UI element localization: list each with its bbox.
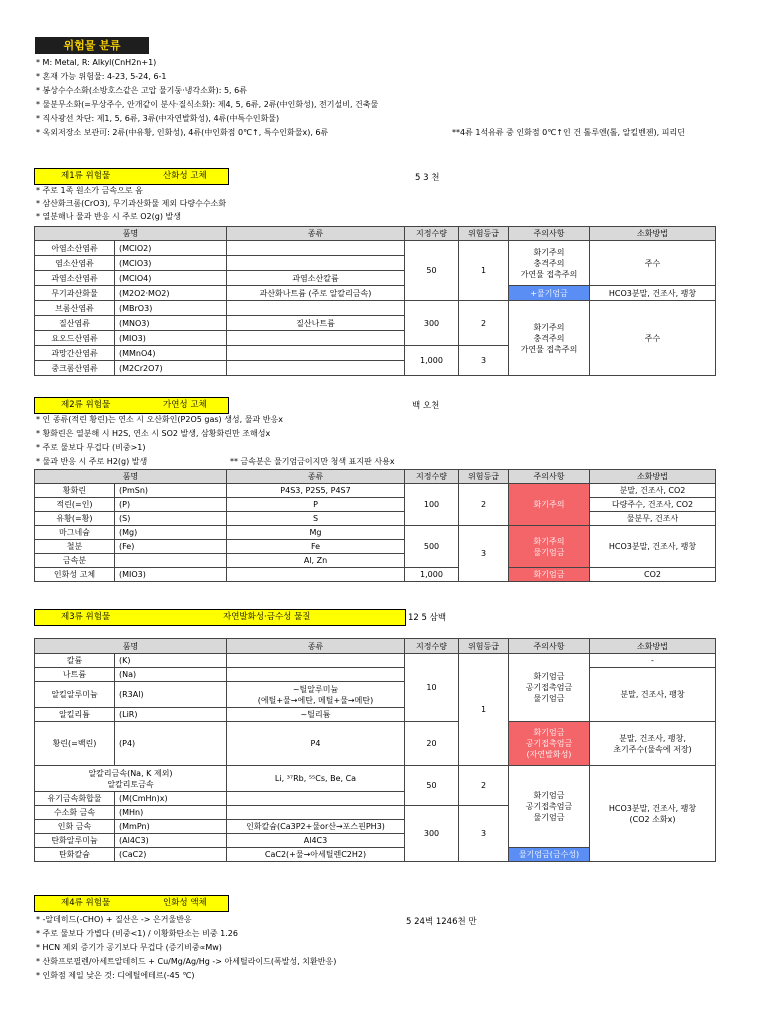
item-grade: 3 [459, 346, 509, 376]
table-row [35, 722, 716, 766]
item-kind: Li, ³⁷Rb, ⁵⁵Cs, Be, Ca [227, 766, 405, 792]
item-caution: +물기엄금 [509, 286, 590, 301]
header-caution: 주의사항 [509, 639, 590, 654]
item-extinguish: 분말, 건조사, 팽창 [590, 668, 716, 722]
note-line: * 물과 반응 시 주로 H2(g) 발생 [36, 457, 148, 466]
item-name: 중크롬산염류 [35, 361, 115, 376]
item-kind [227, 361, 405, 376]
item-name: 브롬산염류 [35, 301, 115, 316]
section-label: 제2류 위험물 [61, 400, 111, 410]
item-grade: 3 [459, 526, 509, 582]
item-name: 염소산염류 [35, 256, 115, 271]
item-kind [227, 241, 405, 256]
section-name: 산화성 고체 [163, 171, 207, 181]
item-name: 칼륨 [35, 654, 115, 668]
item-formula: (M(CmHn)x) [115, 792, 227, 806]
note-line: * 물분무소화(=무상주수, 안개같이 분사·질식소화): 제4, 5, 6류, 2류(中인화성), 전기설비, 건축물 [36, 100, 379, 109]
header-kind: 종류 [227, 639, 405, 654]
item-name: 질산염류 [35, 316, 115, 331]
section-mnemonic: 5 3 천 [415, 173, 440, 183]
table-row [35, 526, 716, 540]
section-2-header [34, 397, 229, 414]
item-extinguish: 주수 [590, 241, 716, 286]
item-kind [227, 806, 405, 820]
item-kind: ~틸리튬 [227, 708, 405, 722]
note-line: * -알데히드(-CHO) + 질산은 -> 은거울반응 [36, 915, 192, 924]
header-grade: 위험등급 [459, 639, 509, 654]
header-caution: 주의사항 [509, 227, 590, 241]
item-formula: (P4) [115, 722, 227, 766]
item-formula: (MMnO4) [115, 346, 227, 361]
note-line: * 봉상수수소화(소방호스같은 고압 물기둥·냉각소화): 5, 6류 [36, 86, 247, 95]
item-name: 아염소산염류 [35, 241, 115, 256]
item-extinguish: HCO3분말, 건조사, 팽창 [590, 526, 716, 568]
item-kind [227, 668, 405, 682]
item-grade: 2 [459, 484, 509, 526]
header-qty: 지정수량 [405, 470, 459, 484]
table-row [35, 301, 716, 316]
section-1-header [34, 168, 229, 185]
section-mnemonic: 5 24벽 1246천 만 [406, 917, 477, 927]
section-label: 제4류 위험물 [61, 898, 111, 908]
item-caution: 화기주의 충격주의 가연물 접촉주의 [509, 301, 590, 376]
section-label: 제3류 위험물 [61, 612, 111, 622]
note-line: * 혼재 가능 위험물: 4-23, 5-24, 6-1 [36, 72, 167, 81]
header-kind: 종류 [227, 227, 405, 241]
section-3-header [34, 609, 406, 626]
item-caution: 물기엄금(금수성) [509, 848, 590, 862]
section-name: 자연발화성·금수성 물질 [223, 612, 311, 622]
section-name: 인화성 액체 [163, 898, 207, 908]
item-formula: (M2O2·MO2) [115, 286, 227, 301]
section-4-header [34, 895, 229, 912]
item-extinguish: 분말, 건조사, CO2 [590, 484, 716, 498]
note-line: * 옥외저장소 보관可: 2류(中유황, 인화성), 4류(中인화점 0℃↑, 특수인화물x), 6류 [36, 128, 329, 137]
table-row [35, 766, 716, 792]
item-name: 수소화 금속 [35, 806, 115, 820]
item-caution: 화기주의 [509, 484, 590, 526]
item-name: 유기금속화합물 [35, 792, 115, 806]
item-qty: 10 [405, 654, 459, 722]
item-kind: 과산화나트륨 (주로 알칼리금속) [227, 286, 405, 301]
note-line: * 삼산화크롬(CrO3), 무기과산화물 제외 다량수수소화 [36, 199, 227, 208]
item-formula: (Mg) [115, 526, 227, 540]
item-name: 금속분 [35, 554, 115, 568]
item-formula: (MIO3) [115, 568, 227, 582]
page-title: 위험물 분류 [35, 37, 149, 54]
item-extinguish: 주수 [590, 301, 716, 376]
item-formula: (MClO3) [115, 256, 227, 271]
item-formula: (PmSn) [115, 484, 227, 498]
item-kind: S [227, 512, 405, 526]
item-formula: (CaC2) [115, 848, 227, 862]
item-grade: 2 [459, 301, 509, 346]
item-extinguish: HCO3분말, 건조사, 팽창 [590, 286, 716, 301]
item-name: 요오드산염류 [35, 331, 115, 346]
item-qty: 1,000 [405, 568, 459, 582]
item-kind: 질산나트륨 [227, 316, 405, 331]
header-qty: 지정수량 [405, 227, 459, 241]
header-extinguish: 소화방법 [590, 639, 716, 654]
item-qty: 20 [405, 722, 459, 766]
item-grade: 2 [459, 766, 509, 806]
item-kind [227, 792, 405, 806]
header-qty: 지정수량 [405, 639, 459, 654]
section-label: 제1류 위험물 [61, 171, 111, 181]
header-kind: 종류 [227, 470, 405, 484]
item-formula: (M2Cr2O7) [115, 361, 227, 376]
note-line: * 주로 물보다 무겁다 (비중>1) [36, 443, 146, 452]
item-grade: 1 [459, 654, 509, 766]
item-kind [227, 331, 405, 346]
item-kind: P4S3, P2S5, P4S7 [227, 484, 405, 498]
header-grade: 위험등급 [459, 227, 509, 241]
class-1-table [34, 226, 716, 376]
section-mnemonic: 백 오천 [412, 401, 440, 411]
table-row [35, 484, 716, 498]
header-extinguish: 소화방법 [590, 470, 716, 484]
note-line: * HCN 제외 증기가 공기보다 무겁다 (증기비중∝Mw) [36, 943, 222, 952]
section-mnemonic: 12 5 삼백 [408, 613, 447, 623]
item-qty: 50 [405, 766, 459, 806]
item-formula: (P) [115, 498, 227, 512]
note-line: * 직사광선 차단: 제1, 5, 6류, 3류(中자연발화성), 4류(中특수인화물) [36, 114, 280, 123]
header-item: 품명 [35, 470, 227, 484]
item-kind: 과염소산칼륨 [227, 271, 405, 286]
item-caution: 화기엄금 공기접촉엄금 물기엄금 [509, 654, 590, 722]
item-name: 과염소산염류 [35, 271, 115, 286]
item-qty: 50 [405, 241, 459, 301]
item-name: 탄화알루미늄 [35, 834, 115, 848]
table-row [35, 512, 716, 526]
item-caution: 화기엄금 공기접촉엄금 물기엄금 [509, 766, 590, 848]
item-extinguish: - [590, 654, 716, 668]
item-formula: (MIO3) [115, 331, 227, 346]
item-name: 나트륨 [35, 668, 115, 682]
class-2-table [34, 469, 716, 582]
header-grade: 위험등급 [459, 470, 509, 484]
item-formula: (MClO4) [115, 271, 227, 286]
item-formula [115, 554, 227, 568]
item-name: 알칼리금속(Na, K 제외) 알칼리토금속 [35, 766, 227, 792]
item-qty: 1,000 [405, 346, 459, 376]
note-line: * 주로 1족 원소가 금속으로 옴 [36, 186, 143, 195]
note-line: * 인화점 제일 낮은 것: 디에틸에테르(-45 ℃) [36, 971, 195, 980]
item-name: 황화린 [35, 484, 115, 498]
item-name: 알킬알루미늄 [35, 682, 115, 708]
item-formula: (R3Al) [115, 682, 227, 708]
header-caution: 주의사항 [509, 470, 590, 484]
item-kind: P4 [227, 722, 405, 766]
item-formula: (MHn) [115, 806, 227, 820]
table-row [35, 668, 716, 682]
note-line: * 인 종류(적린 황린)는 연소 시 오산화인(P2O5 gas) 생성, 물과 반응x [36, 415, 283, 424]
item-extinguish: 다량주수, 건조사, CO2 [590, 498, 716, 512]
item-formula: (MClO2) [115, 241, 227, 256]
item-kind [227, 301, 405, 316]
item-name: 인화성 고체 [35, 568, 115, 582]
item-kind: ~틸알루미늄 (에틸+물→에탄, 메틸+물→메탄) [227, 682, 405, 708]
table-row [35, 498, 716, 512]
item-kind: Mg [227, 526, 405, 540]
item-formula: (MNO3) [115, 316, 227, 331]
note-line: * 황화린은 열분해 시 H2S, 연소 시 SO2 발생, 삼황화린만 조해성x [36, 429, 271, 438]
item-name: 황린(=백린) [35, 722, 115, 766]
item-name: 철분 [35, 540, 115, 554]
note-right: **4류 1석유류 중 인화점 0℃↑인 건 톨루엔(톨, 알킬벤젠), 피리딘 [452, 128, 685, 137]
table-row [35, 241, 716, 256]
item-kind [227, 654, 405, 668]
header-extinguish: 소화방법 [590, 227, 716, 241]
item-kind [227, 568, 405, 582]
note-line: * 열분해나 물과 반응 시 주로 O2(g) 발생 [36, 212, 181, 221]
item-extinguish: HCO3분말, 건조사, 팽창 (CO2 소화x) [590, 766, 716, 862]
table-row [35, 286, 716, 301]
item-grade: 1 [459, 241, 509, 301]
item-qty: 500 [405, 526, 459, 568]
item-formula: (K) [115, 654, 227, 668]
item-caution: 화기엄금 공기접촉엄금 (자연발화성) [509, 722, 590, 766]
item-kind [227, 346, 405, 361]
item-qty: 300 [405, 806, 459, 862]
table-row [35, 568, 716, 582]
item-name: 과망간산염류 [35, 346, 115, 361]
item-caution: 화기주의 물기엄금 [509, 526, 590, 568]
section-name: 가연성 고체 [163, 400, 207, 410]
item-qty: 300 [405, 301, 459, 346]
note-line: * 산화프로필렌/아세트알데히드 + Cu/Mg/Ag/Hg -> 아세틸라이드(폭발성, 치환반응) [36, 957, 337, 966]
item-grade: 3 [459, 806, 509, 862]
class-3-table [34, 638, 716, 862]
item-kind: Al, Zn [227, 554, 405, 568]
item-kind [227, 256, 405, 271]
note-right: ** 금속분은 물기엄금이지만 청색 표지판 사용x [230, 457, 395, 466]
item-formula: (LiR) [115, 708, 227, 722]
item-kind: Fe [227, 540, 405, 554]
item-name: 적린(=인) [35, 498, 115, 512]
note-line: * 주로 물보다 가볍다 (비중<1) / 이황화탄소는 비중 1.26 [36, 929, 238, 938]
item-name: 알킬리튬 [35, 708, 115, 722]
item-name: 유황(=황) [35, 512, 115, 526]
item-kind: Al4C3 [227, 834, 405, 848]
item-kind: 인화칼슘(Ca3P2+물or산→포스핀PH3) [227, 820, 405, 834]
item-formula: (Fe) [115, 540, 227, 554]
item-extinguish: 물분무, 건조사 [590, 512, 716, 526]
item-caution: 화기엄금 [509, 568, 590, 582]
item-name: 탄화칼슘 [35, 848, 115, 862]
table-row [35, 654, 716, 668]
header-item: 품명 [35, 639, 227, 654]
item-name: 인화 금속 [35, 820, 115, 834]
item-kind: P [227, 498, 405, 512]
note-line: * M: Metal, R: Alkyl(CnH2n+1) [36, 58, 157, 67]
item-name: 무기과산화물 [35, 286, 115, 301]
header-item: 품명 [35, 227, 227, 241]
item-kind: CaC2(+물→아세틸렌C2H2) [227, 848, 405, 862]
item-extinguish: CO2 [590, 568, 716, 582]
item-formula: (MBrO3) [115, 301, 227, 316]
item-formula: (S) [115, 512, 227, 526]
item-formula: (Al4C3) [115, 834, 227, 848]
item-extinguish: 분말, 건조사, 팽창, 초기주수(물속에 저장) [590, 722, 716, 766]
item-formula: (Na) [115, 668, 227, 682]
item-formula: (MmPn) [115, 820, 227, 834]
item-qty: 100 [405, 484, 459, 526]
item-caution: 화기주의 충격주의 가연물 접촉주의 [509, 241, 590, 286]
item-name: 마그네슘 [35, 526, 115, 540]
